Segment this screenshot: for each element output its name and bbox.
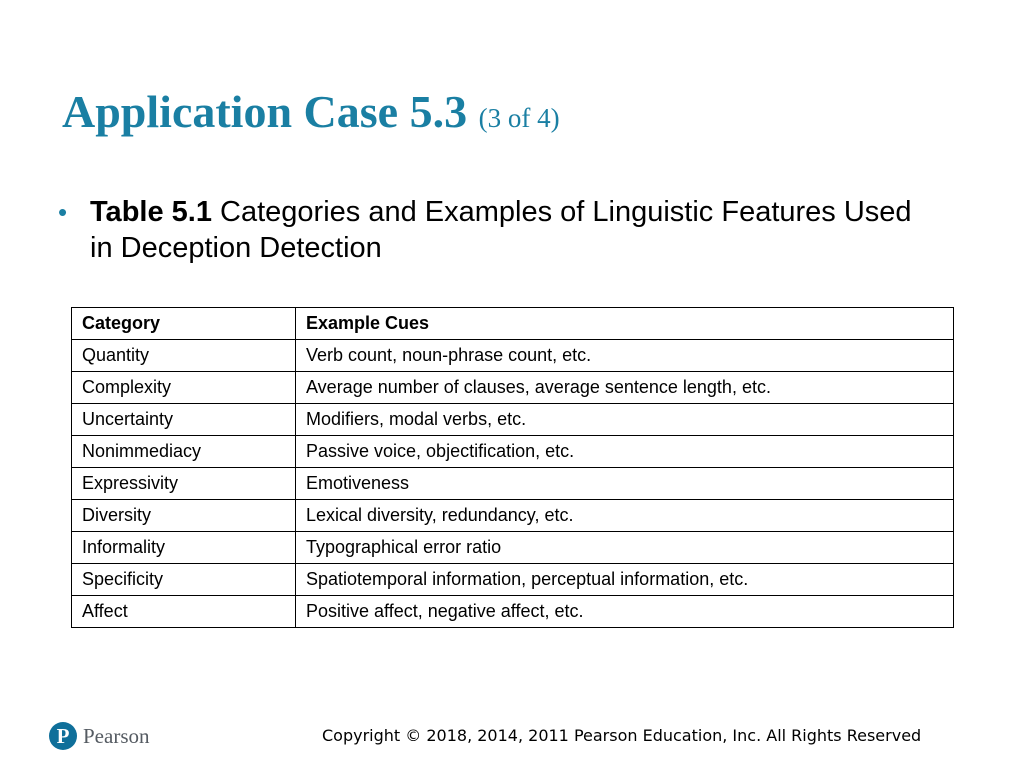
category-cell: Affect: [72, 596, 296, 628]
slide-title: [62, 84, 560, 139]
example-cues-cell: Positive affect, negative affect, etc.: [296, 596, 954, 628]
bullet-item: [58, 194, 918, 266]
table-row: [72, 500, 954, 532]
example-cues-cell: Typographical error ratio: [296, 532, 954, 564]
category-cell: Quantity: [72, 340, 296, 372]
example-cues-cell: Average number of clauses, average sentence length, etc.: [296, 372, 954, 404]
header-example-cues: Example Cues: [296, 308, 954, 340]
table-row: [72, 404, 954, 436]
example-cues-cell: Lexical diversity, redundancy, etc.: [296, 500, 954, 532]
pearson-logo: [49, 722, 150, 750]
category-cell: Uncertainty: [72, 404, 296, 436]
table-row: [72, 340, 954, 372]
example-cues-cell: Modifiers, modal verbs, etc.: [296, 404, 954, 436]
category-cell: Expressivity: [72, 468, 296, 500]
slide-footer: [0, 716, 1024, 756]
table-row: [72, 468, 954, 500]
table-header-row: [72, 308, 954, 340]
table-row: [72, 532, 954, 564]
example-cues-cell: Passive voice, objectification, etc.: [296, 436, 954, 468]
category-cell: Complexity: [72, 372, 296, 404]
example-cues-cell: Verb count, noun-phrase count, etc.: [296, 340, 954, 372]
copyright-notice: Copyright © 2018, 2014, 2011 Pearson Education, Inc. All Rights Reserved: [322, 726, 922, 745]
pearson-p-icon: P: [49, 722, 77, 750]
bullet-text: [90, 194, 918, 266]
table-row: [72, 436, 954, 468]
bullet-dot-icon: •: [58, 197, 68, 227]
table-row: [72, 372, 954, 404]
category-cell: Diversity: [72, 500, 296, 532]
title-main: Application Case 5.3: [62, 86, 468, 137]
table-caption: Categories and Examples of Linguistic Features Used in Deception Detection: [90, 196, 912, 264]
category-cell: Informality: [72, 532, 296, 564]
header-category: Category: [72, 308, 296, 340]
pearson-wordmark: Pearson: [83, 723, 150, 748]
title-page-indicator: (3 of 4): [478, 103, 560, 133]
table-row: [72, 564, 954, 596]
example-cues-cell: Emotiveness: [296, 468, 954, 500]
category-cell: Specificity: [72, 564, 296, 596]
example-cues-cell: Spatiotemporal information, perceptual information, etc.: [296, 564, 954, 596]
table-reference: Table 5.1: [90, 196, 212, 228]
linguistic-features-table: [71, 307, 954, 628]
table-row: [72, 596, 954, 628]
category-cell: Nonimmediacy: [72, 436, 296, 468]
